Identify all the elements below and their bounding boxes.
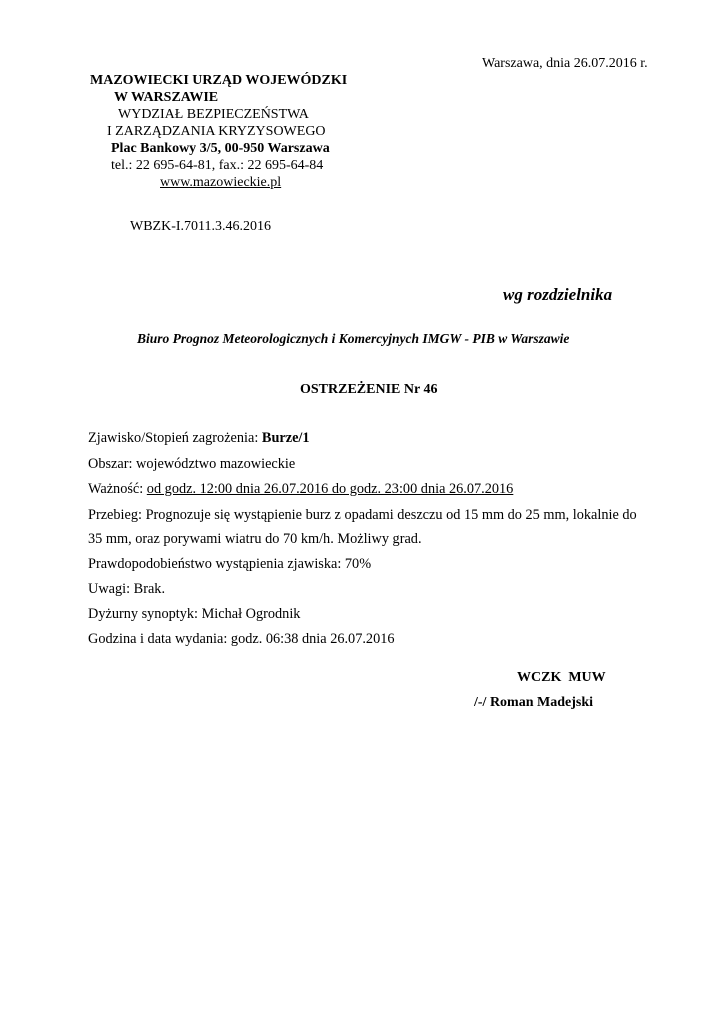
office-city: W WARSZAWIE bbox=[114, 90, 219, 105]
signature-name: /-/ Roman Madejski bbox=[474, 695, 593, 710]
phenomenon-value: Burze/1 bbox=[261, 430, 310, 446]
department-line1: WYDZIAŁ BEZPIECZEŃSTWA bbox=[118, 107, 309, 122]
phenomenon-line bbox=[88, 430, 310, 447]
validity-label: Ważność: bbox=[88, 481, 147, 497]
recipient: wg rozdzielnika bbox=[503, 285, 613, 304]
validity-line bbox=[88, 481, 513, 498]
website-link[interactable]: www.mazowieckie.pl bbox=[160, 175, 282, 190]
area-line: Obszar: województwo mazowieckie bbox=[88, 456, 296, 472]
source-office: Biuro Prognoz Meteorologicznych i Komercyjnych IMGW - PIB w Warszawie bbox=[137, 331, 570, 346]
remarks-line: Uwagi: Brak. bbox=[88, 581, 166, 597]
reference-number: WBZK-I.7011.3.46.2016 bbox=[130, 219, 272, 234]
course-line-2: 35 mm, oraz porywami wiatru do 70 km/h. Możliwy grad. bbox=[88, 531, 422, 547]
phone-fax: tel.: 22 695-64-81, fax.: 22 695-64-84 bbox=[111, 158, 324, 173]
issued-line: Godzina i data wydania: godz. 06:38 dnia 26.07.2016 bbox=[88, 631, 395, 647]
address: Plac Bankowy 3/5, 00-950 Warszawa bbox=[111, 141, 330, 156]
forecaster-line: Dyżurny synoptyk: Michał Ogrodnik bbox=[88, 606, 301, 622]
warning-title: OSTRZEŻENIE Nr 46 bbox=[300, 382, 438, 397]
signature-unit: WCZK MUW bbox=[517, 670, 606, 685]
course-line-1: Przebieg: Prognozuje się wystąpienie burz z opadami deszczu od 15 mm do 25 mm, lokalnie do bbox=[88, 507, 637, 523]
probability-line: Prawdopodobieństwo wystąpienia zjawiska: 70% bbox=[88, 556, 372, 572]
office-name: MAZOWIECKI URZĄD WOJEWÓDZKI bbox=[90, 73, 348, 88]
validity-value: od godz. 12:00 dnia 26.07.2016 do godz. 23:00 dnia 26.07.2016 bbox=[146, 481, 514, 497]
place-date: Warszawa, dnia 26.07.2016 r. bbox=[482, 56, 648, 71]
phenomenon-label: Zjawisko/Stopień zagrożenia: bbox=[88, 430, 262, 446]
department-line2: I ZARZĄDZANIA KRYZYSOWEGO bbox=[107, 124, 326, 139]
